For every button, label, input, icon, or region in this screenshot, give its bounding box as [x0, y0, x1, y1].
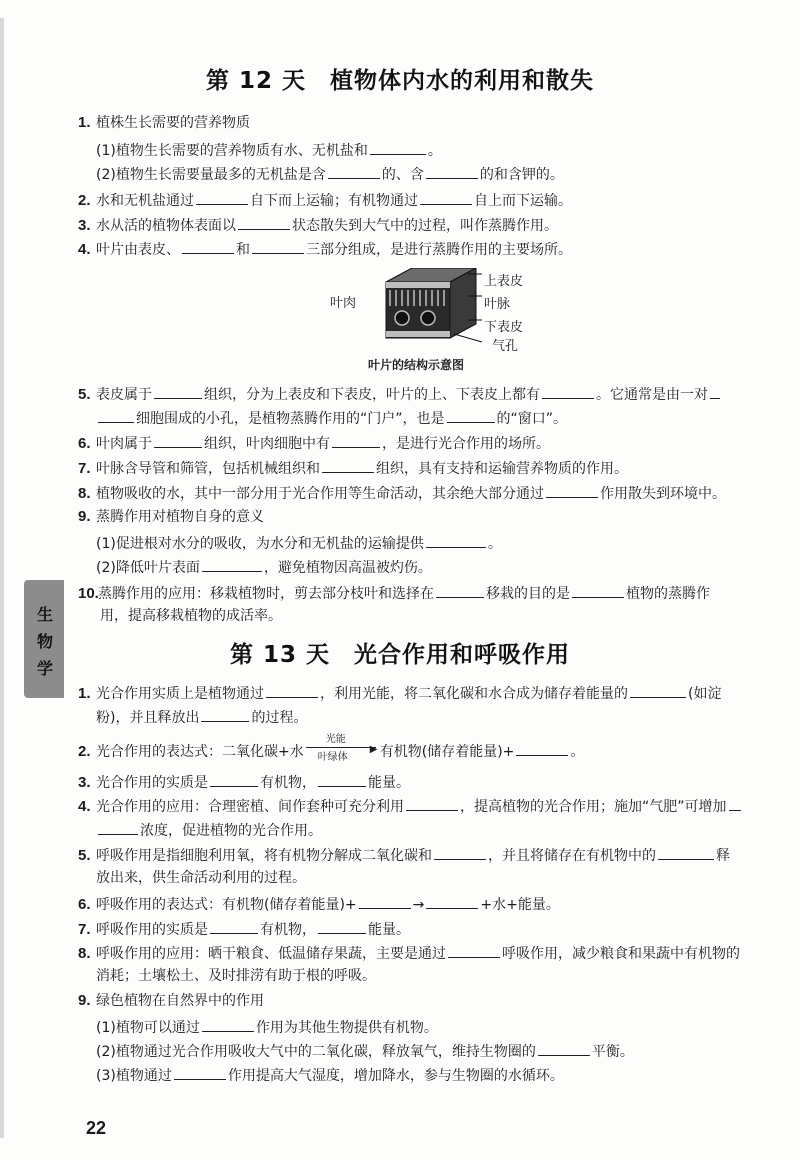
question-number: 9. [78, 992, 91, 1009]
q-text: 状态散失到大气中的过程，叫作蒸腾作用。 [292, 218, 558, 234]
answer-blank[interactable] [710, 385, 720, 399]
q-text: 叶片由表皮、 [96, 242, 180, 258]
q-text: 叶脉含导管和筛管，包括机械组织和 [96, 461, 320, 477]
q-text: 呼吸作用的实质是 [96, 922, 208, 938]
question-number: 1. [78, 685, 91, 702]
q-text: 的过程。 [251, 710, 308, 726]
q-text: 叶肉属于 [96, 436, 152, 452]
day13-q3 [78, 773, 768, 791]
q-text: 光合作用的表达式：二氧化碳+水 [96, 744, 304, 760]
q-text: 作用散失到环境中。 [600, 486, 726, 502]
day13-q9 [78, 993, 768, 1009]
q-text: ，是进行光合作用的场所。 [382, 436, 550, 452]
q-text: 和 [236, 242, 250, 258]
day13-q4 [78, 797, 768, 815]
answer-blank[interactable] [426, 165, 478, 179]
q-text: (2)降低叶片表面 [96, 560, 200, 576]
day13-q8-cont [96, 968, 786, 984]
q-text: 释 [716, 848, 730, 864]
answer-blank[interactable] [238, 216, 290, 230]
day12-q1-1 [96, 141, 786, 159]
answer-blank[interactable] [201, 708, 249, 722]
q-text: (1)植物生长需要的营养物质有水、无机盐和 [96, 143, 368, 159]
q-text: (2)植物生长需要量最多的无机盐是含 [96, 167, 326, 183]
answer-blank[interactable] [370, 141, 426, 155]
q-text: (如淀 [688, 686, 722, 702]
question-number: 8. [78, 945, 91, 962]
q-text: 能量。 [368, 922, 410, 938]
answer-blank[interactable] [322, 459, 374, 473]
day13-q5-cont [96, 870, 786, 886]
answer-blank[interactable] [182, 240, 234, 254]
question-number: 10. [78, 585, 99, 602]
answer-blank[interactable] [542, 385, 594, 399]
q-text: 表皮属于 [96, 387, 152, 403]
q-text: 作用提高大气湿度，增加降水，参与生物圈的水循环。 [227, 1068, 564, 1084]
day12-q10 [78, 584, 768, 602]
figure-label-stoma: 气孔 [492, 339, 519, 354]
day12-q6 [78, 434, 768, 452]
question-number: 9. [78, 508, 91, 525]
q-text: 植物的蒸腾作 [626, 586, 710, 602]
q-text: ，并且将储存在有机物中的 [488, 848, 656, 864]
answer-blank[interactable] [210, 773, 258, 787]
q-text: 作用为其他生物提供有机物。 [255, 1020, 438, 1036]
day13-q4-cont [96, 821, 786, 839]
answer-blank[interactable] [630, 684, 686, 698]
q-text: ，利用光能，将二氧化碳和水合成为储存着能量的 [320, 686, 628, 702]
answer-blank[interactable] [729, 797, 741, 811]
day12-q9-1 [96, 534, 786, 552]
condition-light: 光能 [325, 734, 346, 745]
q-text: 光合作用的实质是 [96, 775, 208, 791]
answer-blank[interactable] [420, 191, 472, 205]
q-text: (3)植物通过 [96, 1068, 172, 1084]
answer-blank[interactable] [406, 797, 458, 811]
q-text: 蒸腾作用对植物自身的意义 [96, 509, 264, 525]
q-text: 呼吸作用的应用：晒干粮食、低温储存果蔬，主要是通过 [96, 946, 446, 962]
leaf-structure-diagram [372, 268, 482, 348]
q-text: 有机物(储存着能量)+ [379, 744, 515, 760]
question-number: 8. [78, 485, 91, 502]
q-text: ，避免植物因高温被灼伤。 [263, 560, 432, 576]
question-number: 7. [78, 921, 91, 938]
answer-blank[interactable] [154, 385, 202, 399]
answer-blank[interactable] [328, 165, 380, 179]
day13-q8 [78, 944, 768, 962]
q-text: 自上而下运输。 [474, 193, 572, 209]
q-text: 呼吸作用是指细胞利用氧，将有机物分解成二氧化碳和 [96, 848, 432, 864]
answer-blank[interactable] [359, 895, 411, 909]
q-text: 组织，叶肉细胞中有 [204, 436, 330, 452]
q-text: 的和含钾的。 [479, 167, 564, 183]
answer-blank[interactable] [436, 584, 484, 598]
q-text: 光合作用实质上是植物通过 [96, 686, 264, 702]
day12-q9-2 [96, 558, 786, 576]
q-text: 的“窗口”。 [496, 411, 568, 427]
q-text: 放出来，供生命活动利用的过程。 [96, 870, 306, 886]
question-number: 1. [78, 114, 91, 131]
day12-title-topic: 植物体内水的利用和散失 [330, 68, 595, 94]
answer-blank[interactable] [202, 558, 262, 572]
q-text: 光合作用的应用：合理密植、间作套种可充分利用 [96, 799, 404, 815]
day13-title [0, 636, 800, 669]
day13-q9-3 [96, 1066, 786, 1084]
figure-label-lower-epidermis: 下表皮 [484, 320, 524, 335]
question-number: 3. [78, 217, 91, 234]
day13-q9-1 [96, 1018, 786, 1036]
question-number: 2. [78, 743, 91, 760]
figure-label-upper-epidermis: 上表皮 [484, 274, 524, 289]
question-number: 3. [78, 774, 91, 791]
figure-caption: 叶片的结构示意图 [368, 358, 465, 372]
q-text: 有机物， [260, 922, 316, 938]
figure-label-mesophyll: 叶肉 [330, 296, 357, 311]
q-text: +水+能量。 [480, 897, 560, 913]
day12-q1 [78, 115, 768, 131]
day12-q7 [78, 459, 768, 477]
answer-blank[interactable] [426, 534, 486, 548]
answer-blank[interactable] [448, 944, 500, 958]
figure-label-vein: 叶脉 [484, 297, 511, 312]
answer-blank[interactable] [318, 773, 366, 787]
question-text: 植株生长需要的营养物质 [96, 115, 250, 131]
side-tab-char: 生 [37, 605, 54, 624]
day13-title-day: 第 13 天 [229, 642, 331, 668]
question-number: 5. [78, 847, 91, 864]
q-text: 自下而上运输；有机物通过 [250, 193, 418, 209]
answer-blank[interactable] [546, 484, 598, 498]
day12-q3 [78, 216, 768, 234]
q-text: (1)植物可以通过 [96, 1020, 200, 1036]
day13-q1-cont [96, 708, 786, 726]
q-text: 水从活的植物体表面以 [96, 218, 236, 234]
question-number: 7. [78, 460, 91, 477]
question-number: 2. [78, 192, 91, 209]
q-text: ，提高植物的光合作用；施加“气肥”可增加 [460, 799, 727, 815]
q-text: (1)促进根对水分的吸收，为水分和无机盐的运输提供 [96, 536, 424, 552]
page-spine-shadow [0, 18, 4, 1138]
q-text: 绿色植物在自然界中的作用 [96, 993, 264, 1009]
day13-q5 [78, 846, 768, 864]
q-text: 。 [570, 744, 585, 760]
q-text: 平衡。 [591, 1044, 634, 1060]
answer-blank[interactable] [98, 821, 138, 835]
q-text: 消耗；土壤松土、及时排涝有助于根的呼吸。 [96, 968, 376, 984]
side-tab-char: 物 [37, 632, 54, 651]
q-text: 能量。 [368, 775, 410, 791]
day13-q7 [78, 920, 768, 938]
side-tab-char: 学 [37, 659, 54, 678]
q-text: 组织，分为上表皮和下表皮，叶片的上、下表皮上都有 [204, 387, 540, 403]
answer-blank[interactable] [174, 1066, 226, 1080]
day12-q5 [78, 385, 768, 403]
day13-title-topic: 光合作用和呼吸作用 [354, 642, 571, 668]
q-text: 三部分组成，是进行蒸腾作用的主要场所。 [306, 242, 572, 258]
q-text: 用，提高移栽植物的成活率。 [100, 608, 282, 624]
q-text: 移栽的目的是 [486, 586, 570, 602]
q-text: 水和无机盐通过 [96, 193, 194, 209]
q-text: 粉)，并且释放出 [96, 710, 200, 726]
answer-blank[interactable] [98, 409, 134, 423]
q-text: 浓度，促进植物的光合作用。 [140, 823, 322, 839]
q-text: 呼吸作用的表达式：有机物(储存着能量)+ [96, 897, 357, 913]
day13-q9-2 [96, 1042, 786, 1060]
answer-blank[interactable] [332, 434, 380, 448]
answer-blank[interactable] [154, 434, 202, 448]
q-text: 组织，具有支持和运输营养物质的作用。 [376, 461, 628, 477]
q-text: 有机物， [260, 775, 316, 791]
answer-blank[interactable] [252, 240, 304, 254]
day12-q9 [78, 509, 768, 525]
answer-blank[interactable] [516, 742, 568, 756]
q-text: → [412, 897, 425, 913]
day12-q2 [78, 191, 768, 209]
answer-blank[interactable] [538, 1042, 590, 1056]
answer-blank[interactable] [210, 920, 258, 934]
day12-q4 [78, 240, 768, 258]
question-number: 6. [78, 435, 91, 452]
answer-blank[interactable] [572, 584, 624, 598]
q-text: 呼吸作用，减少粮食和果蔬中有机物的 [502, 946, 740, 962]
day12-q8 [78, 484, 768, 502]
day12-q5-cont [96, 409, 786, 427]
day13-q2 [78, 734, 768, 763]
q-text: 。 [427, 143, 442, 159]
day12-title [0, 62, 800, 95]
answer-blank[interactable] [426, 895, 478, 909]
q-text: 。 [487, 536, 502, 552]
q-text: 植物吸收的水，其中一部分用于光合作用等生命活动，其余绝大部分通过 [96, 486, 544, 502]
answer-blank[interactable] [266, 684, 318, 698]
day12-q10-cont [100, 608, 790, 624]
q-text: 的、含 [381, 167, 424, 183]
answer-blank[interactable] [318, 920, 366, 934]
q-text: 蒸腾作用的应用：移栽植物时，剪去部分枝叶和选择在 [98, 586, 434, 602]
answer-blank[interactable] [447, 409, 495, 423]
reaction-arrow: 光能 ▶ 叶绿体 [304, 740, 380, 756]
answer-blank[interactable] [434, 846, 486, 860]
day13-q6 [78, 895, 768, 913]
q-text: 。它通常是由一对 [596, 387, 708, 403]
answer-blank[interactable] [196, 191, 248, 205]
day12-q1-2 [96, 165, 786, 183]
question-number: 6. [78, 896, 91, 913]
day13-q1 [78, 684, 768, 702]
condition-chloroplast: 叶绿体 [317, 752, 348, 763]
day12-title-day: 第 12 天 [205, 68, 307, 94]
page-number: 22 [86, 1118, 107, 1138]
question-number: 5. [78, 386, 91, 403]
q-text: (2)植物通过光合作用吸收大气中的二氧化碳，释放氧气，维持生物圈的 [96, 1044, 536, 1060]
answer-blank[interactable] [202, 1018, 254, 1032]
question-number: 4. [78, 241, 91, 258]
question-number: 4. [78, 798, 91, 815]
q-text: 细胞围成的小孔，是植物蒸腾作用的“门户”，也是 [136, 411, 445, 427]
answer-blank[interactable] [658, 846, 714, 860]
